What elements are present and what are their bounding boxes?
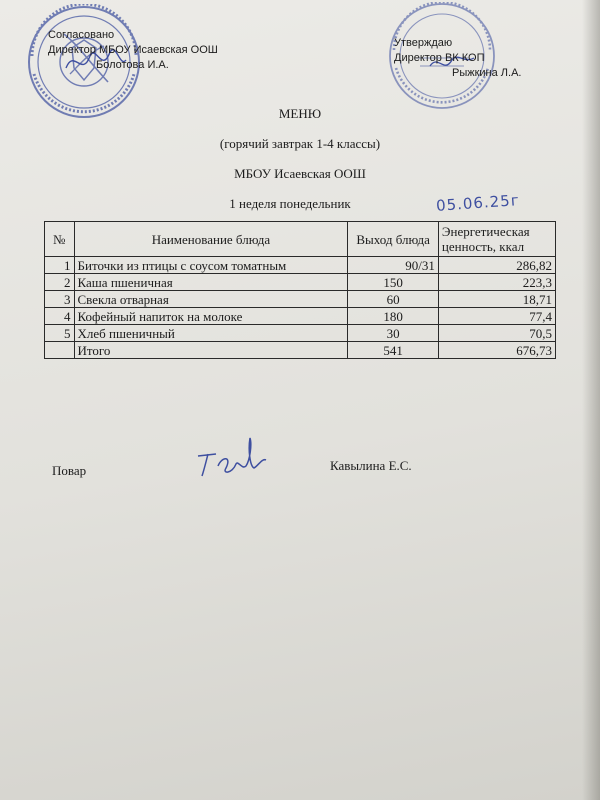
row-output: 90/31 <box>348 257 439 274</box>
approval-right-line1: Утверждаю <box>394 37 453 49</box>
row-kcal: 70,5 <box>438 325 555 342</box>
row-output: 180 <box>348 308 439 325</box>
approval-right-line2: Директор ВК КОП <box>394 52 485 64</box>
approval-left-line2: Директор МБОУ Исаевская ООШ <box>48 44 218 56</box>
school-name: МБОУ Исаевская ООШ <box>234 166 366 181</box>
approval-right-line3: Рыжкина Л.А. <box>452 67 522 79</box>
cook-name: Кавылина Е.С. <box>330 458 412 473</box>
row-kcal: 18,71 <box>438 291 555 308</box>
row-output: 150 <box>348 274 439 291</box>
cook-signature <box>192 430 272 480</box>
row-kcal: 223,3 <box>438 274 555 291</box>
row-dish-name: Свекла отварная <box>74 291 348 308</box>
row-output: 30 <box>348 325 439 342</box>
approval-left-line3: Болотова И.А. <box>96 59 169 71</box>
header-energy-line1: Энергетическая <box>441 224 530 239</box>
header-energy-line2: ценность, ккал <box>441 239 525 254</box>
total-num-cell <box>45 342 75 359</box>
header-dish-name: Наименование блюда <box>74 222 348 257</box>
week-day: 1 неделя понедельник <box>229 196 351 211</box>
header-num: № <box>45 222 75 257</box>
table-row <box>45 308 556 325</box>
table-row <box>45 257 556 274</box>
header-output: Выход блюда <box>348 222 439 257</box>
approval-left-line1: Согласовано <box>48 29 115 41</box>
menu-title: МЕНЮ <box>278 106 322 121</box>
row-output: 60 <box>348 291 439 308</box>
row-num: 4 <box>45 308 75 325</box>
row-dish-name: Хлеб пшеничный <box>74 325 348 342</box>
row-dish-name: Кофейный напиток на молоке <box>74 308 348 325</box>
row-num: 5 <box>45 325 75 342</box>
table-header-row <box>45 222 556 257</box>
handwritten-date: 05.06.25г <box>435 191 521 215</box>
cook-role-label: Повар <box>52 463 87 478</box>
header-energy <box>438 222 555 257</box>
total-label: Итого <box>74 342 348 359</box>
approval-right <box>394 36 521 81</box>
table-row <box>45 325 556 342</box>
row-dish-name: Каша пшеничная <box>74 274 348 291</box>
row-num: 3 <box>45 291 75 308</box>
row-kcal: 286,82 <box>438 257 555 274</box>
table-row <box>45 274 556 291</box>
row-num: 1 <box>45 257 75 274</box>
menu-subtitle: (горячий завтрак 1-4 классы) <box>219 136 381 151</box>
table-row <box>45 291 556 308</box>
approval-left <box>48 28 218 73</box>
table-total-row <box>45 342 556 359</box>
row-dish-name: Биточки из птицы с соусом томатным <box>74 257 348 274</box>
row-kcal: 77,4 <box>438 308 555 325</box>
menu-table <box>44 221 556 359</box>
total-output: 541 <box>348 342 439 359</box>
row-num: 2 <box>45 274 75 291</box>
total-kcal: 676,73 <box>438 342 555 359</box>
